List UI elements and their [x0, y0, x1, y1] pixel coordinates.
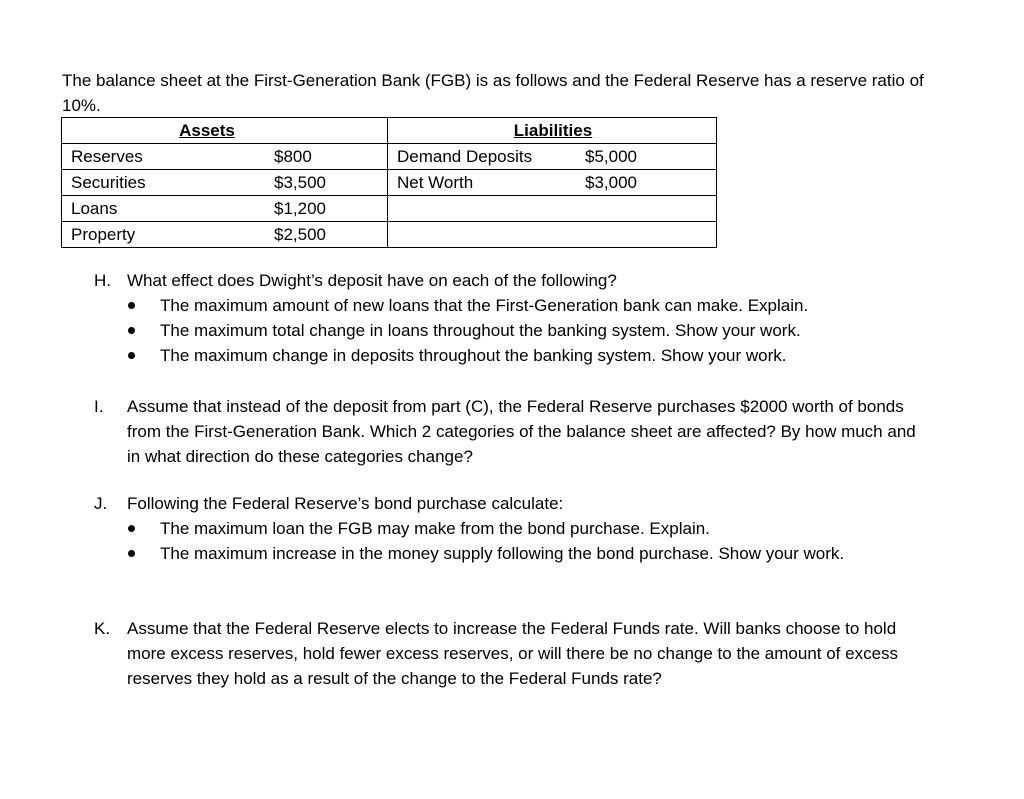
question-k	[94, 616, 924, 691]
asset-value: $2,500	[274, 225, 326, 244]
question-text: Assume that instead of the deposit from part (C), the Federal Reserve purchases $2000 worth of bonds from the First-Generation Bank. Which 2 categories of the balance sheet are affected? By how much and in what direction do these categories change?	[127, 397, 916, 466]
question-letter: I.	[94, 397, 104, 416]
liability-value: $3,000	[585, 173, 637, 192]
list-item: The maximum increase in the money supply following the bond purchase. Show your work.	[94, 541, 894, 566]
liability-label: Net Worth	[397, 173, 474, 192]
question-text: Following the Federal Reserve’s bond purchase calculate:	[127, 494, 564, 513]
asset-value: $1,200	[274, 199, 326, 218]
liability-value: $5,000	[585, 147, 637, 166]
question-letter: H.	[94, 271, 111, 290]
assets-header: Assets	[179, 121, 235, 140]
liability-label: Demand Deposits	[397, 147, 533, 166]
question-i	[94, 394, 924, 469]
asset-value: $800	[274, 147, 312, 166]
question-h	[94, 268, 924, 368]
asset-label: Reserves	[71, 147, 143, 166]
liabilities-header: Liabilities	[513, 121, 593, 140]
question-h-bullets	[94, 293, 924, 368]
table-row	[62, 144, 717, 170]
list-item: The maximum loan the FGB may make from the bond purchase. Explain.	[94, 516, 894, 541]
question-letter: K.	[94, 619, 111, 638]
question-j	[94, 491, 924, 566]
question-letter: J.	[94, 494, 108, 513]
list-item: The maximum change in deposits throughout the banking system. Show your work.	[94, 343, 924, 368]
intro-text: The balance sheet at the First-Generation Bank (FGB) is as follows and the Federal Reserve has a reserve ratio of 10%.	[62, 71, 924, 115]
balance-sheet-header-row	[62, 118, 717, 144]
liabilities-header-cell	[388, 118, 717, 144]
list-item: The maximum total change in loans throughout the banking system. Show your work.	[94, 318, 924, 343]
asset-value: $3,500	[274, 173, 326, 192]
assets-header-cell	[62, 118, 388, 144]
asset-label: Loans	[71, 199, 118, 218]
asset-label: Securities	[71, 173, 146, 192]
table-row	[62, 196, 717, 222]
balance-sheet-table	[61, 117, 717, 248]
question-text: What effect does Dwight’s deposit have on each of the following?	[127, 271, 617, 290]
asset-label: Property	[71, 225, 136, 244]
table-row	[62, 170, 717, 196]
table-row	[62, 222, 717, 248]
intro-paragraph	[62, 68, 942, 118]
list-item: The maximum amount of new loans that the First-Generation bank can make. Explain.	[94, 293, 924, 318]
question-j-bullets	[94, 516, 894, 566]
question-text: Assume that the Federal Reserve elects to increase the Federal Funds rate. Will banks choose to hold more excess reserves, hold fewer excess reserves, or will there be no change to the amount of excess reserves they hold as a result of the change to the Federal Funds rate?	[127, 619, 899, 688]
